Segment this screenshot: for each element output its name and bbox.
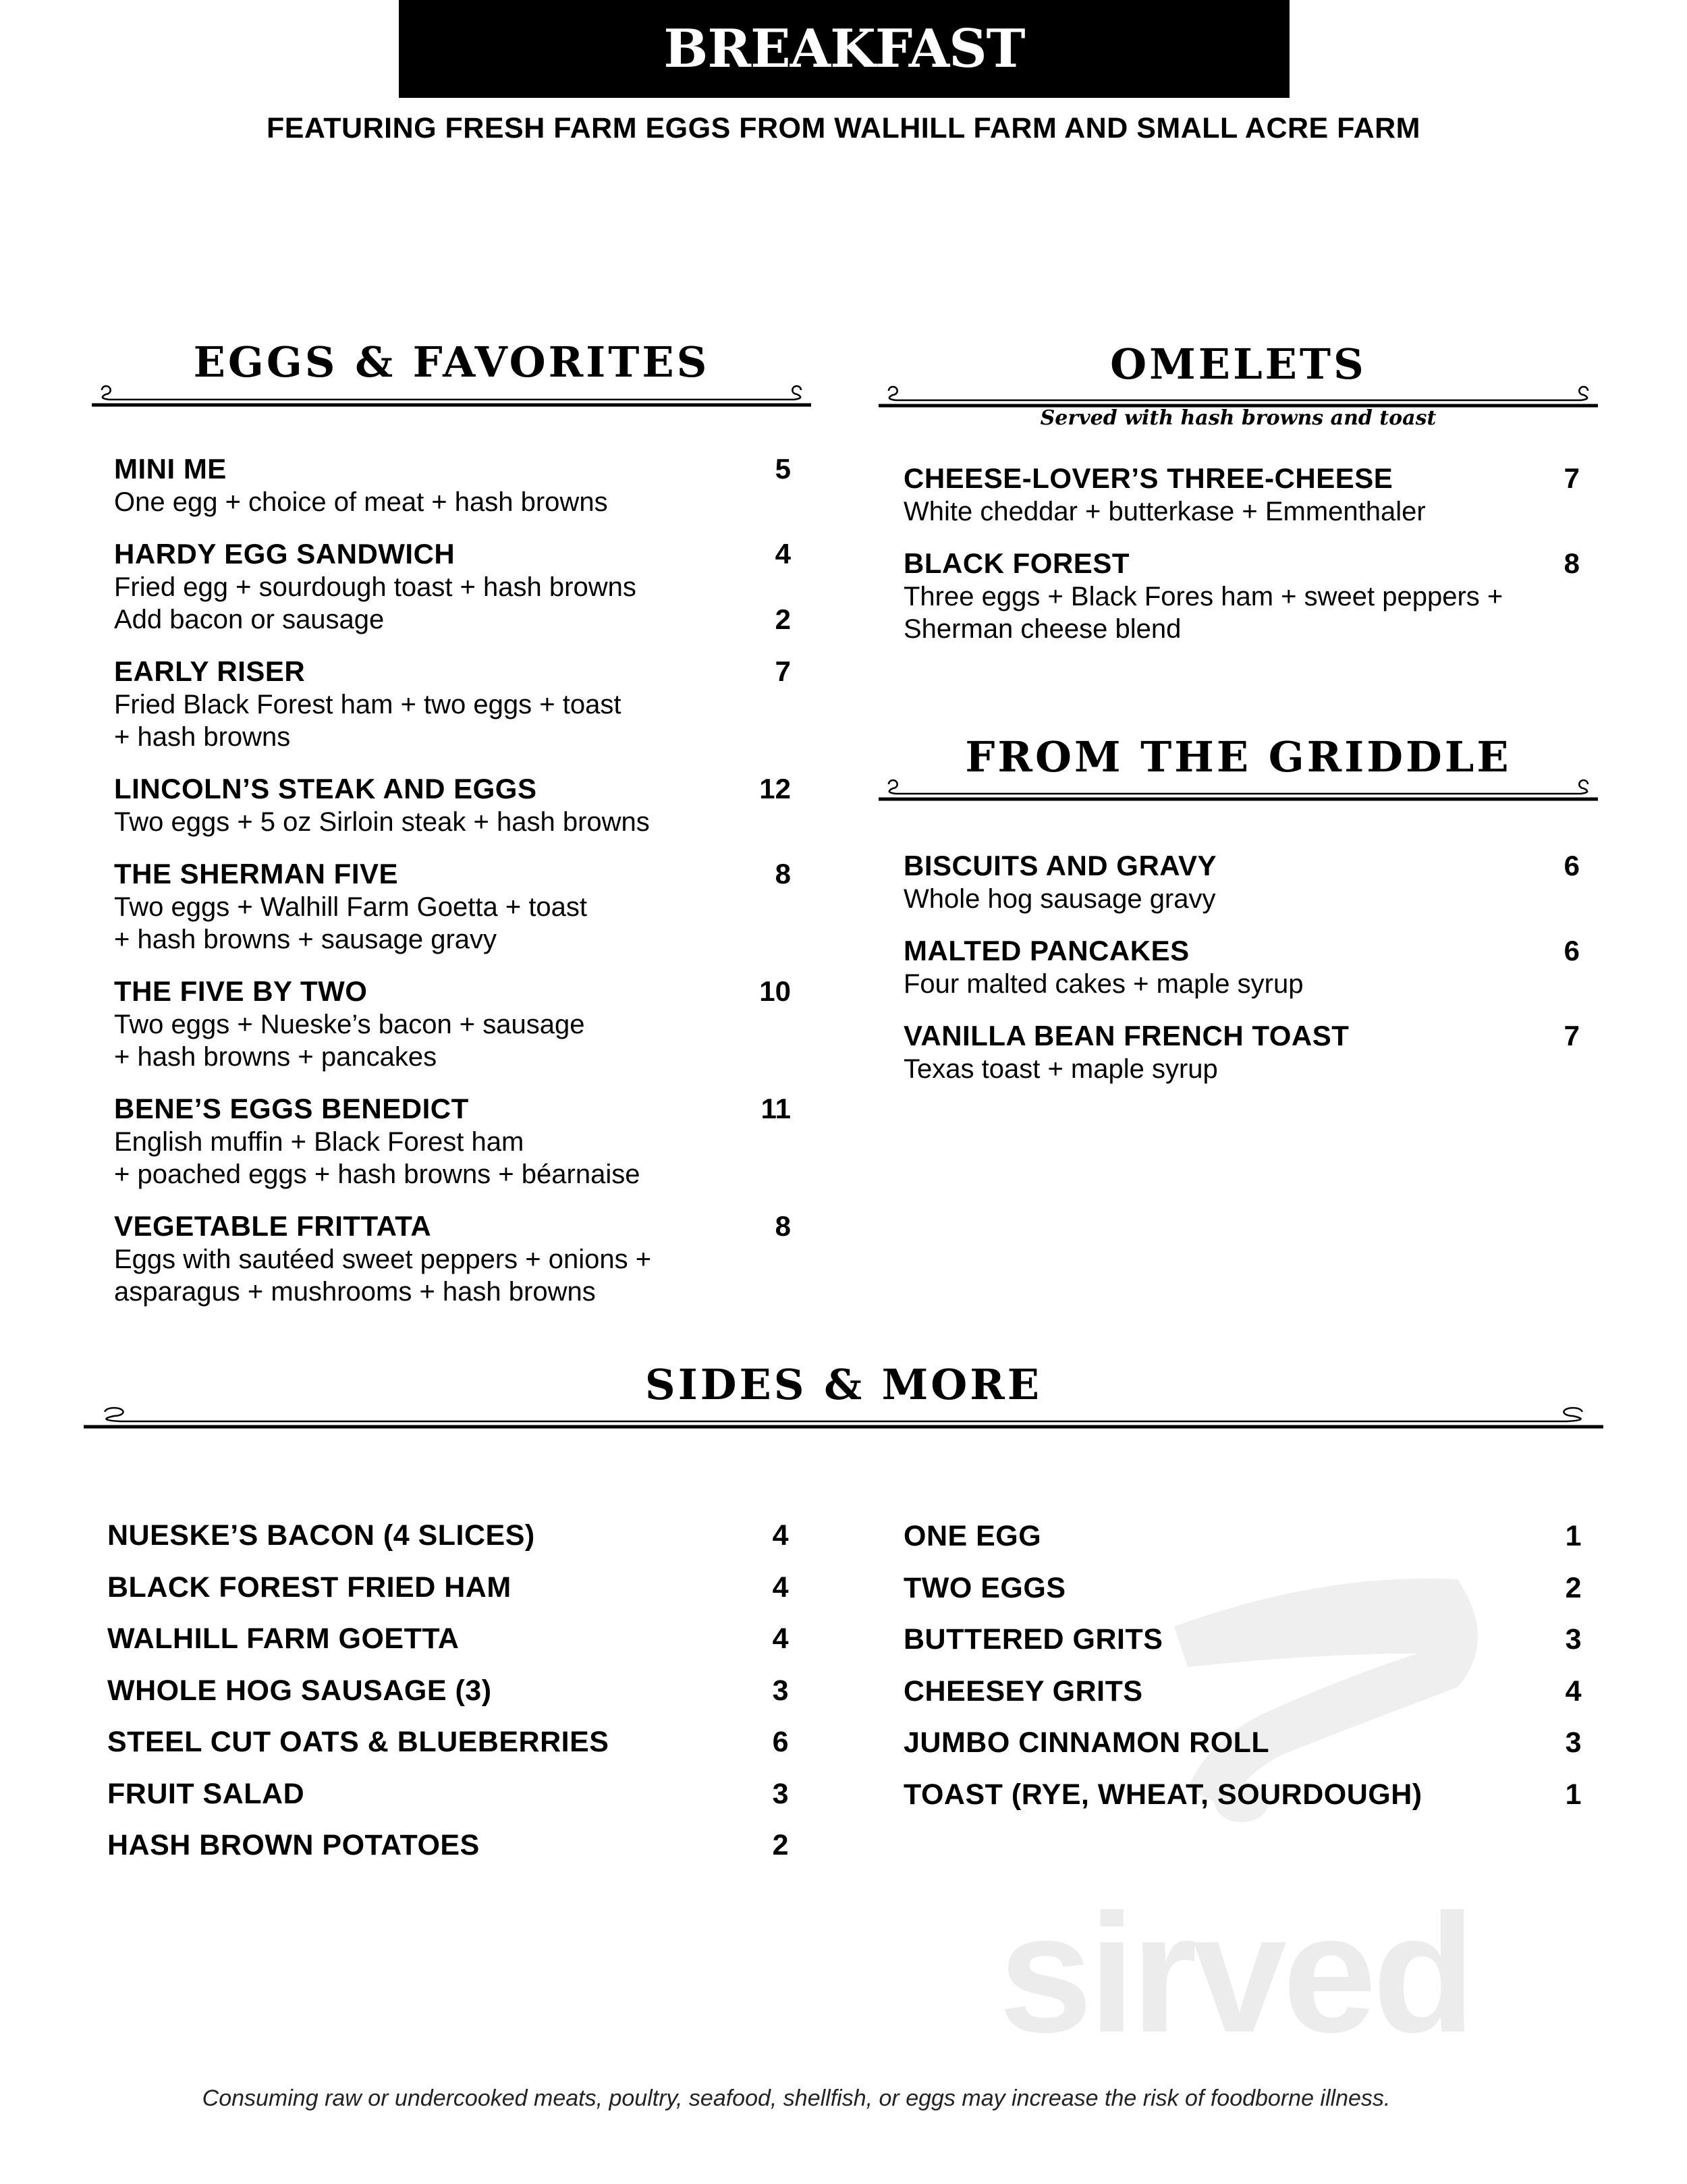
item-price: 10	[759, 975, 791, 1007]
side-item-name: HASH BROWN POTATOES	[107, 1829, 480, 1861]
item-description	[114, 571, 791, 603]
description-text: + hash browns	[114, 722, 291, 752]
item-price: 12	[759, 773, 791, 804]
description-text: Texas toast + maple syrup	[904, 1054, 1218, 1084]
item-description	[114, 1158, 791, 1191]
side-item-name: ONE EGG	[904, 1520, 1042, 1552]
item-description	[904, 968, 1580, 1000]
menu-subtitle: FEATURING FRESH FARM EGGS FROM WALHILL FARM AND SMALL ACRE FARM	[266, 112, 1421, 144]
add-on-price: 2	[775, 603, 791, 635]
section-heading-sides: SIDES & MORE	[644, 1360, 1043, 1409]
item-description	[114, 721, 791, 753]
side-item	[107, 1777, 789, 1829]
side-item	[107, 1828, 789, 1880]
item-description	[114, 1243, 791, 1276]
side-item-price: 3	[1565, 1726, 1582, 1759]
item-name: MALTED PANCAKES	[904, 935, 1190, 966]
section-heading-griddle: FROM THE GRIDDLE	[965, 732, 1512, 782]
description-text: Two eggs + Nueske’s bacon + sausage	[114, 1010, 585, 1039]
side-item	[107, 1519, 789, 1571]
item-name: THE SHERMAN FIVE	[114, 858, 399, 890]
description-text: Eggs with sautéed sweet peppers + onions +	[114, 1245, 652, 1274]
item-price: 8	[1564, 547, 1580, 579]
menu-item	[114, 1092, 791, 1191]
item-description	[114, 806, 791, 838]
side-item	[107, 1571, 789, 1622]
side-item-name: CHEESEY GRITS	[904, 1674, 1143, 1708]
side-item-price: 3	[772, 1777, 789, 1810]
item-name: BENE’S EGGS BENEDICT	[114, 1093, 469, 1124]
item-price: 6	[1564, 850, 1580, 881]
item-name: CHEESE-LOVER’S THREE-CHEESE	[904, 462, 1393, 494]
item-description	[114, 603, 791, 636]
item-price: 8	[775, 858, 791, 890]
side-item	[107, 1622, 789, 1674]
menu-item	[114, 452, 791, 518]
item-description	[114, 1276, 791, 1308]
description-text: Two eggs + Walhill Farm Goetta + toast	[114, 892, 588, 922]
description-text: Three eggs + Black Fores ham + sweet peppers +	[904, 582, 1503, 611]
side-item	[904, 1778, 1582, 1830]
item-description	[904, 580, 1580, 613]
side-item-name: JUMBO CINNAMON ROLL	[904, 1726, 1270, 1759]
sides-list-right	[904, 1519, 1582, 1829]
side-item-name: NUESKE’S BACON (4 SLICES)	[107, 1519, 535, 1552]
menu-item	[904, 934, 1580, 1000]
side-item-name: TOAST (RYE, WHEAT, SOURDOUGH)	[904, 1778, 1422, 1811]
item-price: 11	[760, 1093, 791, 1124]
divider-line-icon	[879, 381, 1598, 408]
side-item-name: FRUIT SALAD	[107, 1777, 305, 1810]
divider-line-icon	[84, 1402, 1603, 1429]
side-item	[904, 1674, 1582, 1726]
item-price: 6	[1564, 935, 1580, 966]
description-text: English muffin + Black Forest ham	[114, 1127, 524, 1157]
item-name: LINCOLN’S STEAK AND EGGS	[114, 773, 537, 804]
side-item-price: 2	[1565, 1571, 1582, 1604]
description-text: + poached eggs + hash browns + béarnaise	[114, 1159, 640, 1189]
description-text: Fried Black Forest ham + two eggs + toast	[114, 690, 621, 719]
item-description	[114, 1008, 791, 1041]
section-heading-eggs: EGGS & FAVORITES	[193, 337, 710, 387]
sirved-watermark-logo: sirved	[999, 1879, 1472, 2067]
menu-title: BREAKFAST	[663, 18, 1025, 80]
item-description	[114, 486, 791, 518]
item-description	[114, 688, 791, 721]
item-name: THE FIVE BY TWO	[114, 975, 368, 1007]
item-price: 4	[775, 538, 791, 570]
side-item-price: 1	[1565, 1778, 1582, 1811]
side-item-name: WHOLE HOG SAUSAGE (3)	[107, 1674, 492, 1707]
side-item-name: WALHILL FARM GOETTA	[107, 1622, 460, 1655]
item-name: BLACK FOREST	[904, 547, 1130, 579]
side-item-name: STEEL CUT OATS & BLUEBERRIES	[107, 1726, 609, 1758]
menu-item	[114, 772, 791, 838]
item-name: BISCUITS AND GRAVY	[904, 850, 1217, 881]
menu-item	[114, 655, 791, 753]
side-item-name: BLACK FOREST FRIED HAM	[107, 1571, 511, 1604]
item-price: 7	[775, 655, 791, 687]
menu-item	[904, 547, 1580, 645]
side-item-price: 4	[772, 1622, 789, 1655]
menu-item	[114, 975, 791, 1073]
side-item-name: BUTTERED GRITS	[904, 1623, 1163, 1656]
item-name: VANILLA BEAN FRENCH TOAST	[904, 1020, 1350, 1052]
item-description	[114, 1041, 791, 1073]
side-item-price: 2	[772, 1829, 789, 1861]
griddle-list	[904, 849, 1580, 1104]
item-name: EARLY RISER	[114, 655, 306, 687]
menu-item	[904, 462, 1580, 528]
ornamental-divider	[879, 381, 1598, 408]
menu-item	[904, 849, 1580, 915]
description-text: Two eggs + 5 oz Sirloin steak + hash browns	[114, 807, 650, 837]
item-description	[114, 891, 791, 923]
eggs-favorites-list	[114, 452, 791, 1327]
menu-item	[904, 1019, 1580, 1085]
side-item	[904, 1571, 1582, 1623]
description-text: One egg + choice of meat + hash browns	[114, 487, 608, 517]
side-item	[904, 1726, 1582, 1778]
item-description	[114, 1126, 791, 1158]
item-description	[904, 883, 1580, 915]
description-text: Sherman cheese blend	[904, 614, 1182, 644]
description-text: Add bacon or sausage	[114, 605, 385, 634]
ornamental-divider	[92, 381, 811, 408]
item-name: HARDY EGG SANDWICH	[114, 538, 455, 570]
description-text: asparagus + mushrooms + hash browns	[114, 1277, 596, 1307]
item-description	[904, 1053, 1580, 1085]
item-price: 7	[1564, 1020, 1580, 1052]
item-price: 5	[775, 453, 791, 485]
menu-item	[114, 537, 791, 636]
item-price: 8	[775, 1210, 791, 1242]
item-price: 7	[1564, 462, 1580, 494]
item-description	[114, 923, 791, 956]
side-item-price: 3	[772, 1674, 789, 1707]
side-item-price: 3	[1565, 1623, 1582, 1656]
side-item-price: 4	[772, 1571, 789, 1604]
sides-list-left	[107, 1519, 789, 1880]
ornamental-divider	[84, 1402, 1603, 1429]
menu-item	[114, 857, 791, 956]
side-item-price: 4	[772, 1519, 789, 1552]
description-text: + hash browns + sausage gravy	[114, 925, 497, 954]
side-item-price: 1	[1565, 1520, 1582, 1552]
divider-line-icon	[92, 381, 811, 408]
description-text: Whole hog sausage gravy	[904, 884, 1216, 914]
omelets-list	[904, 462, 1580, 664]
item-description	[904, 495, 1580, 528]
description-text: White cheddar + butterkase + Emmenthaler	[904, 497, 1426, 526]
side-item-price: 4	[1565, 1674, 1582, 1708]
side-item-price: 6	[772, 1726, 789, 1758]
section-heading-omelets: OMELETS	[1110, 339, 1366, 389]
description-text: Fried egg + sourdough toast + hash browns	[114, 572, 636, 602]
side-item	[107, 1674, 789, 1726]
title-banner	[399, 0, 1290, 98]
ornamental-divider	[879, 775, 1598, 802]
omelets-note: Served with hash browns and toast	[1040, 406, 1437, 430]
item-description	[904, 613, 1580, 645]
description-text: Four malted cakes + maple syrup	[904, 969, 1304, 999]
divider-line-icon	[879, 775, 1598, 802]
item-name: VEGETABLE FRITTATA	[114, 1210, 432, 1242]
item-name: MINI ME	[114, 453, 227, 485]
description-text: + hash browns + pancakes	[114, 1042, 437, 1072]
side-item	[904, 1519, 1582, 1571]
side-item-name: TWO EGGS	[904, 1571, 1066, 1604]
food-safety-disclaimer: Consuming raw or undercooked meats, poultry, seafood, shellfish, or eggs may increase the risk of foodborne illness.	[202, 2085, 1391, 2111]
side-item	[904, 1622, 1582, 1674]
side-item	[107, 1725, 789, 1777]
menu-item	[114, 1209, 791, 1308]
